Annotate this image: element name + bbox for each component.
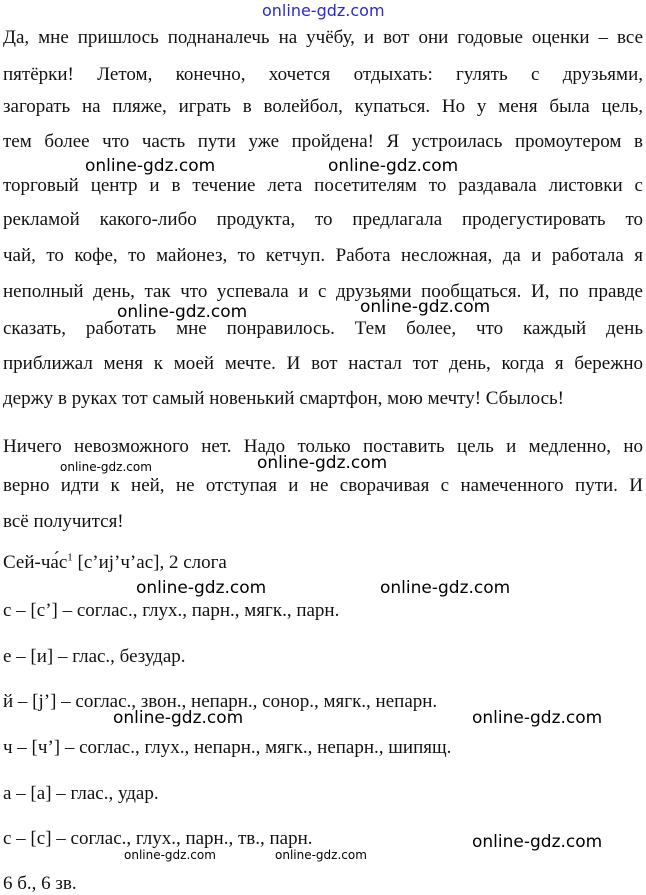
watermark: online-gdz.com [117,302,248,322]
word-transcription [3,552,227,574]
paragraph-line: Да, мне пришлось поднаналечь на учёбу, и вот они годовые оценки – все [3,27,643,48]
paragraph-line: всё получится! [3,511,124,532]
watermark: online-gdz.com [113,708,244,728]
watermark: online-gdz.com [257,453,388,473]
word-syllables: Сей-ча́с [3,552,68,573]
paragraph-line: торговый центр и в течение лета посетителям то раздавала листовки с [3,175,643,196]
paragraph-line: пятёрки! Летом, конечно, хочется отдыхать: гулять с друзьями, [3,64,643,85]
watermark: online-gdz.com [60,460,152,474]
sound-row: й – [j’] – соглас., звон., непарн., сонор., мягк., непарн. [3,691,438,712]
watermark: online-gdz.com [472,832,603,852]
word-transcription-text: [с’иj’ч’ас], 2 слога [72,552,227,573]
watermark: online-gdz.com [124,848,216,862]
watermark: online-gdz.com [472,708,603,728]
letters-sounds-summary: 6 б., 6 зв. [3,873,77,894]
sound-row: ч – [ч’] – соглас., глух., непарн., мягк., непарн., шипящ. [3,737,452,758]
stress-footnote: 1 [67,551,73,564]
paragraph-line: чай, то кофе, то майонез, то кетчуп. Работа несложная, да и работала я [3,245,643,266]
watermark: online-gdz.com [328,156,459,176]
watermark-top: online-gdz.com [262,1,385,20]
paragraph-line: верно идти к ней, не отступая и не сворачивая с намеченного пути. И [3,475,643,496]
sound-row: с – [с’] – соглас., глух., парн., мягк., парн. [3,600,340,621]
watermark: online-gdz.com [136,578,267,598]
sound-row: е – [и] – глас., безудар. [3,646,186,667]
paragraph-line: загорать на пляже, играть в волейбол, купаться. Но у меня была цель, [3,96,643,117]
sound-row: а – [а] – глас., удар. [3,783,159,804]
watermark: online-gdz.com [360,297,491,317]
sound-row: с – [с] – соглас., глух., парн., тв., парн. [3,828,313,849]
paragraph-line: тем более что часть пути уже пройдена! Я устроилась промоутером в [3,131,643,152]
paragraph-line: рекламой какого-либо продукта, то предлагала продегустировать то [3,209,643,230]
paragraph-line: неполный день, так что успевала и с друзьями пообщаться. И, по правде [3,281,643,302]
watermark: online-gdz.com [85,156,216,176]
watermark: online-gdz.com [275,848,367,862]
paragraph-line: держу в руках тот самый новенький смартфон, мою мечту! Сбылось! [3,388,564,409]
paragraph-line: сказать, работать мне понравилось. Тем более, что каждый день [3,318,643,339]
paragraph-line: Ничего невозможного нет. Надо только поставить цель и медленно, но [3,436,643,457]
paragraph-line: приближал меня к моей мечте. И вот настал тот день, когда я бережно [3,353,643,374]
watermark: online-gdz.com [380,578,511,598]
